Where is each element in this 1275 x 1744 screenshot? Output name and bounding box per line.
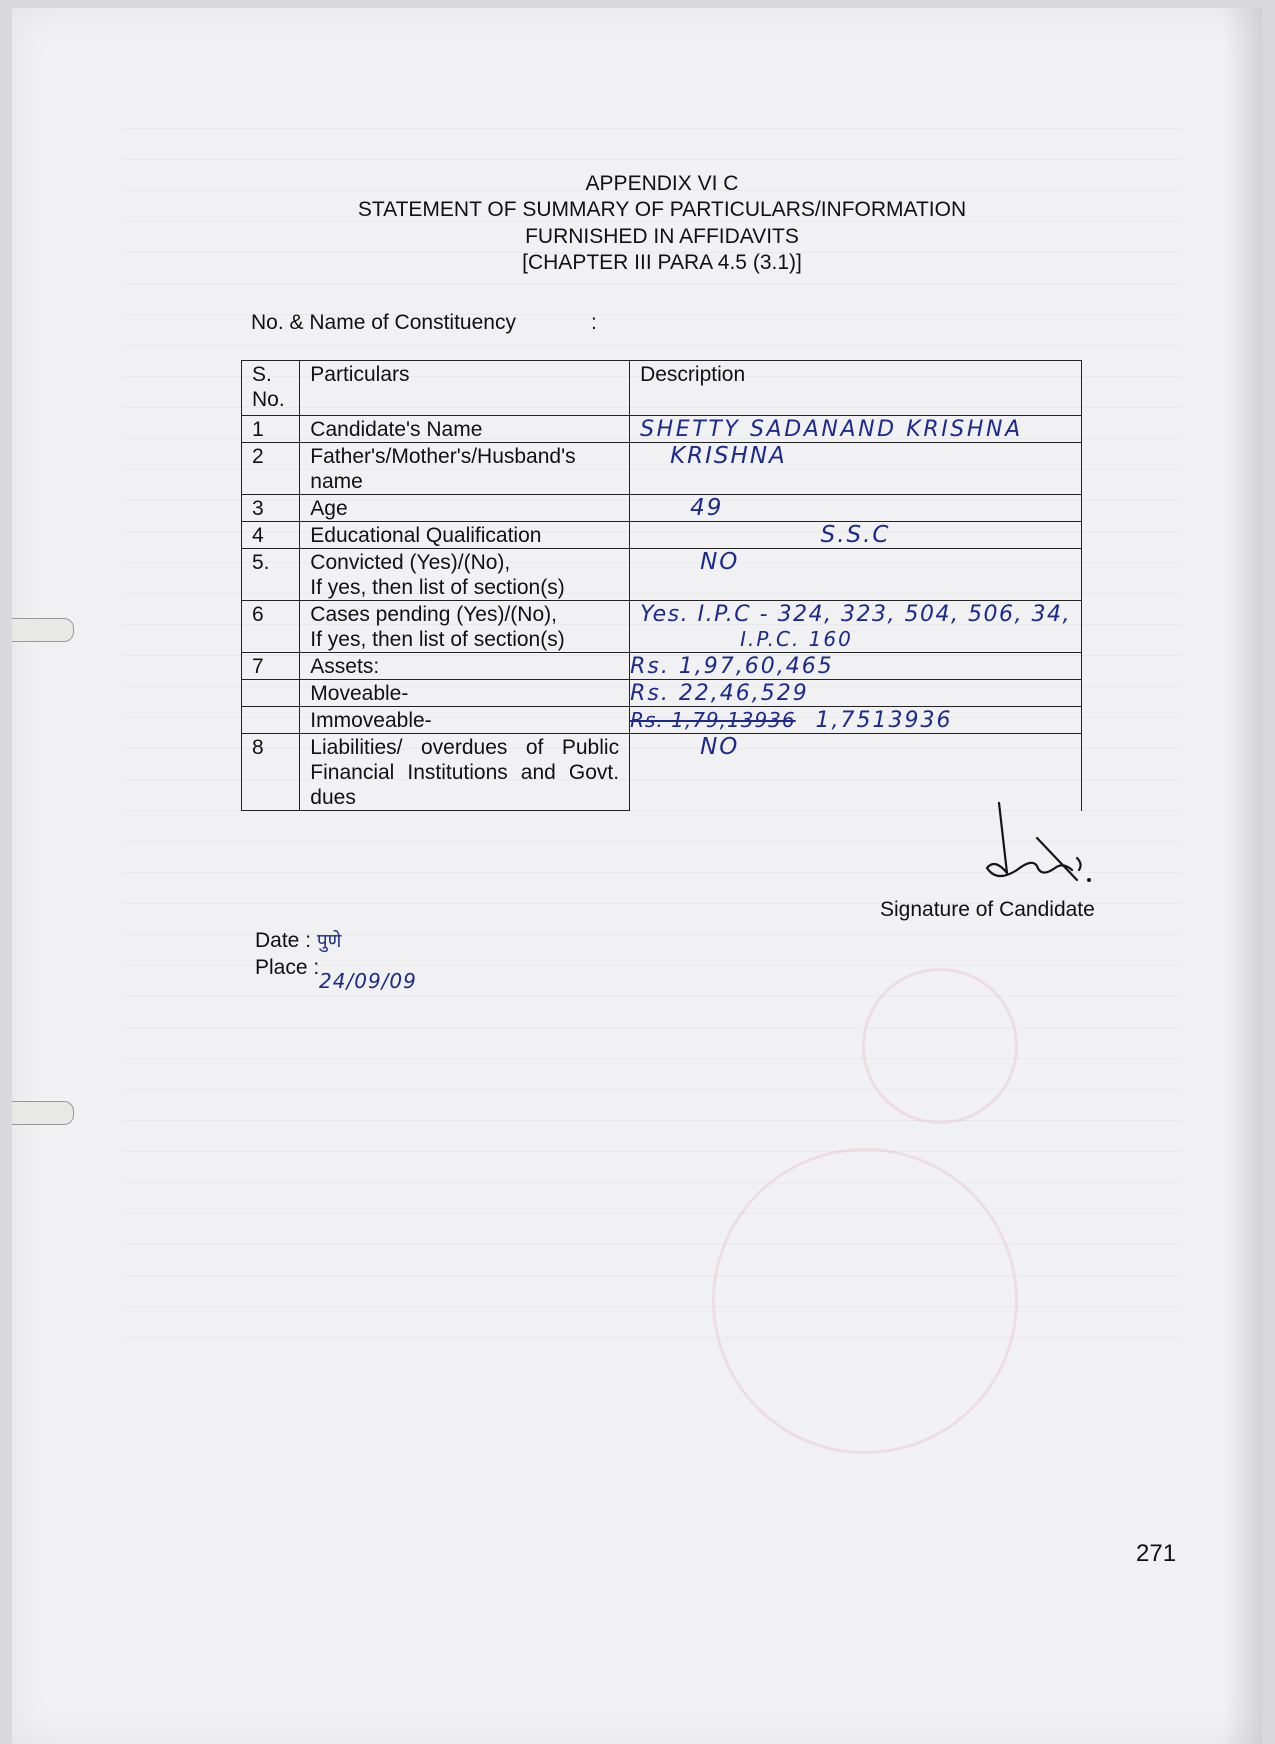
date-line [255, 928, 423, 954]
particulars-table [241, 360, 1082, 811]
row-sno: 1 [242, 416, 300, 443]
row-sno [242, 680, 300, 707]
row-particular: Liabilities/ overdues of Public Financial Institutions and Govt. dues [300, 734, 630, 811]
row-description [630, 522, 1082, 549]
row-particular: Moveable- [300, 680, 630, 707]
row-particular: Age [300, 495, 630, 522]
row-sno [242, 707, 300, 734]
particular-line: Cases pending (Yes)/(No), [310, 603, 557, 626]
place-label: Place : [255, 956, 320, 979]
row-sno: 2 [242, 443, 300, 495]
row-particular: Assets: [300, 653, 630, 680]
constituency-line [251, 311, 597, 335]
constituency-label: No. & Name of Constituency [251, 311, 516, 334]
handwritten-value: 1,7513936 [815, 708, 953, 733]
table-row [242, 522, 1082, 549]
statement-subtitle: FURNISHED IN AFFIDAVITS [525, 225, 799, 248]
row-description [630, 601, 1082, 653]
candidate-signature [977, 798, 1097, 888]
handwritten-value: KRISHNA [670, 443, 787, 469]
handwritten-value: NO [700, 734, 740, 760]
row-description [630, 495, 1082, 522]
row-description [630, 680, 1082, 707]
faded-stamp [862, 968, 1018, 1124]
row-particular: Father's/Mother's/Husband's name [300, 443, 630, 495]
appendix-title: APPENDIX VI C [585, 172, 739, 195]
date-place-block [255, 928, 423, 993]
table-row [242, 680, 1082, 707]
page-number: 271 [1136, 1540, 1177, 1567]
row-sno: 4 [242, 522, 300, 549]
date-value: पुणे [316, 930, 342, 952]
binder-string [12, 618, 74, 642]
row-sno: 6 [242, 601, 300, 653]
table-row [242, 734, 1082, 811]
document-page [12, 8, 1262, 1744]
table-row [242, 601, 1082, 653]
row-description [630, 653, 1082, 680]
table-row [242, 653, 1082, 680]
table-row [242, 495, 1082, 522]
statement-title: STATEMENT OF SUMMARY OF PARTICULARS/INFORMATION [357, 198, 967, 221]
row-description [630, 443, 1082, 495]
handwritten-value: SHETTY SADANAND KRISHNA [640, 417, 1023, 442]
row-particular [300, 601, 630, 653]
handwritten-value: Yes. I.P.C - 324, 323, 504, 506, 34, [640, 602, 1071, 627]
constituency-colon: : [591, 311, 597, 334]
binder-string [12, 1101, 74, 1125]
header-particulars: Particulars [300, 361, 630, 416]
table-row [242, 416, 1082, 443]
table-row [242, 707, 1082, 734]
handwritten-value: NO [700, 549, 740, 575]
row-sno: 7 [242, 653, 300, 680]
place-line [255, 954, 423, 993]
particular-line: Convicted (Yes)/(No), [310, 551, 511, 574]
handwritten-value: I.P.C. 160 [740, 627, 853, 651]
row-sno: 5. [242, 549, 300, 601]
particular-line: If yes, then list of section(s) [310, 576, 565, 599]
row-particular: Candidate's Name [300, 416, 630, 443]
header-description: Description [630, 361, 1082, 416]
row-particular [300, 549, 630, 601]
row-description [630, 416, 1082, 443]
row-particular: Immoveable- [300, 707, 630, 734]
table-row [242, 443, 1082, 495]
struck-out-value: Rs. 1,79,13936 [630, 708, 796, 732]
signature-label: Signature of Candidate [880, 898, 1095, 921]
faded-stamp [712, 1148, 1018, 1454]
row-description [630, 707, 1082, 734]
handwritten-value: 49 [690, 495, 724, 521]
row-sno: 3 [242, 495, 300, 522]
row-description [630, 549, 1082, 601]
row-particular: Educational Qualification [300, 522, 630, 549]
place-value: 24/09/09 [319, 969, 417, 993]
handwritten-value: Rs. 1,97,60,465 [630, 654, 834, 679]
table-row [242, 549, 1082, 601]
table-header-row [242, 361, 1082, 416]
handwritten-value: S.S.C [820, 522, 891, 548]
chapter-reference: [CHAPTER III PARA 4.5 (3.1)] [522, 251, 802, 274]
date-label: Date : [255, 929, 312, 952]
particular-line: If yes, then list of section(s) [310, 628, 565, 651]
handwritten-value: Rs. 22,46,529 [630, 681, 809, 706]
header-sno: S. No. [242, 361, 300, 416]
row-sno: 8 [242, 734, 300, 811]
